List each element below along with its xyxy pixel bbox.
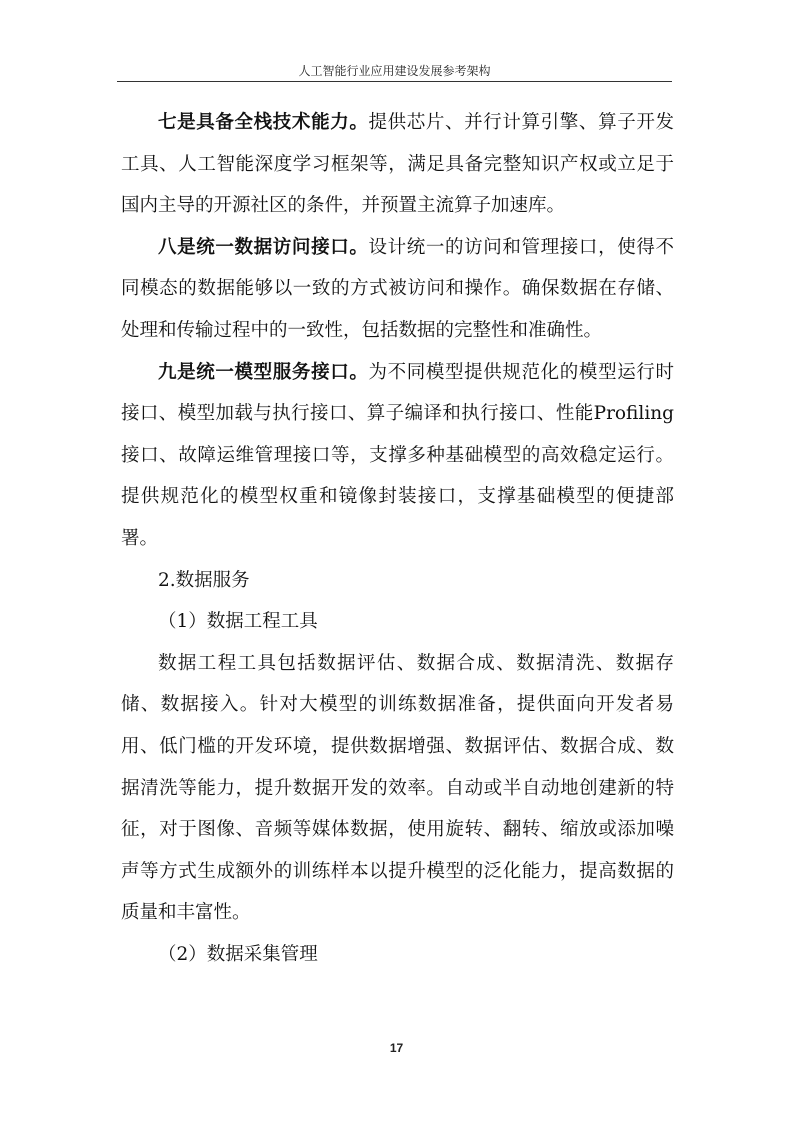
paragraph-lead: 八是统一数据访问接口。 [158, 236, 369, 258]
subheading-data-engineering [121, 601, 674, 643]
paragraph-data-engineering [121, 643, 674, 934]
running-header: 人工智能行业应用建设发展参考架构 [298, 64, 491, 78]
header-rule [117, 81, 672, 82]
heading-text: 2.数据服务 [158, 569, 250, 591]
paragraph-data-access [121, 227, 674, 352]
paragraph-text: 为不同模型提供规范化的模型运行时接口、模型加载与执行接口、算子编译和执行接口、性能Profiling 接口、故障运维管理接口等，支撑多种基础模型的高效稳定运行。提供规范化的模型权重和镜像封装接口，支撑基础模型的便捷部署。 [121, 361, 674, 549]
paragraph-lead: 九是统一模型服务接口。 [158, 361, 369, 383]
subheading-data-collection [121, 934, 674, 976]
paragraph-lead: 七是具备全栈技术能力。 [158, 112, 369, 133]
paragraph-full-stack [121, 102, 674, 227]
body-text [121, 102, 674, 975]
paragraph-model-service [121, 352, 674, 560]
paragraph-text: 设计统一的访问和管理接口，使得不同模态的数据能够以一致的方式被访问和操作。确保数据在存储、处理和传输过程中的一致性，包括数据的完整性和准确性。 [121, 236, 674, 341]
heading-text: （1）数据工程工具 [158, 611, 318, 633]
paragraph-text: 数据工程工具包括数据评估、数据合成、数据清洗、数据存储、数据接入。针对大模型的训练数据准备，提供面向开发者易用、低门槛的开发环境，提供数据增强、数据评估、数据合成、数据清洗等能力，提升数据开发的效率。自动或半自动地创建新的特征，对于图像、音频等媒体数据，使用旋转、翻转、缩放或添加噪声等方式生成额外的训练样本以提升模型的泛化能力，提高数据的质量和丰富性。 [121, 652, 674, 924]
section-heading-data-service [121, 560, 674, 602]
page-number: 17 [389, 1041, 404, 1055]
paragraph-text: 提供芯片、并行计算引擎、算子开发工具、人工智能深度学习框架等，满足具备完整知识产权或立足于国内主导的开源社区的条件，并预置主流算子加速库。 [121, 112, 674, 217]
heading-text: （2）数据采集管理 [158, 943, 318, 965]
